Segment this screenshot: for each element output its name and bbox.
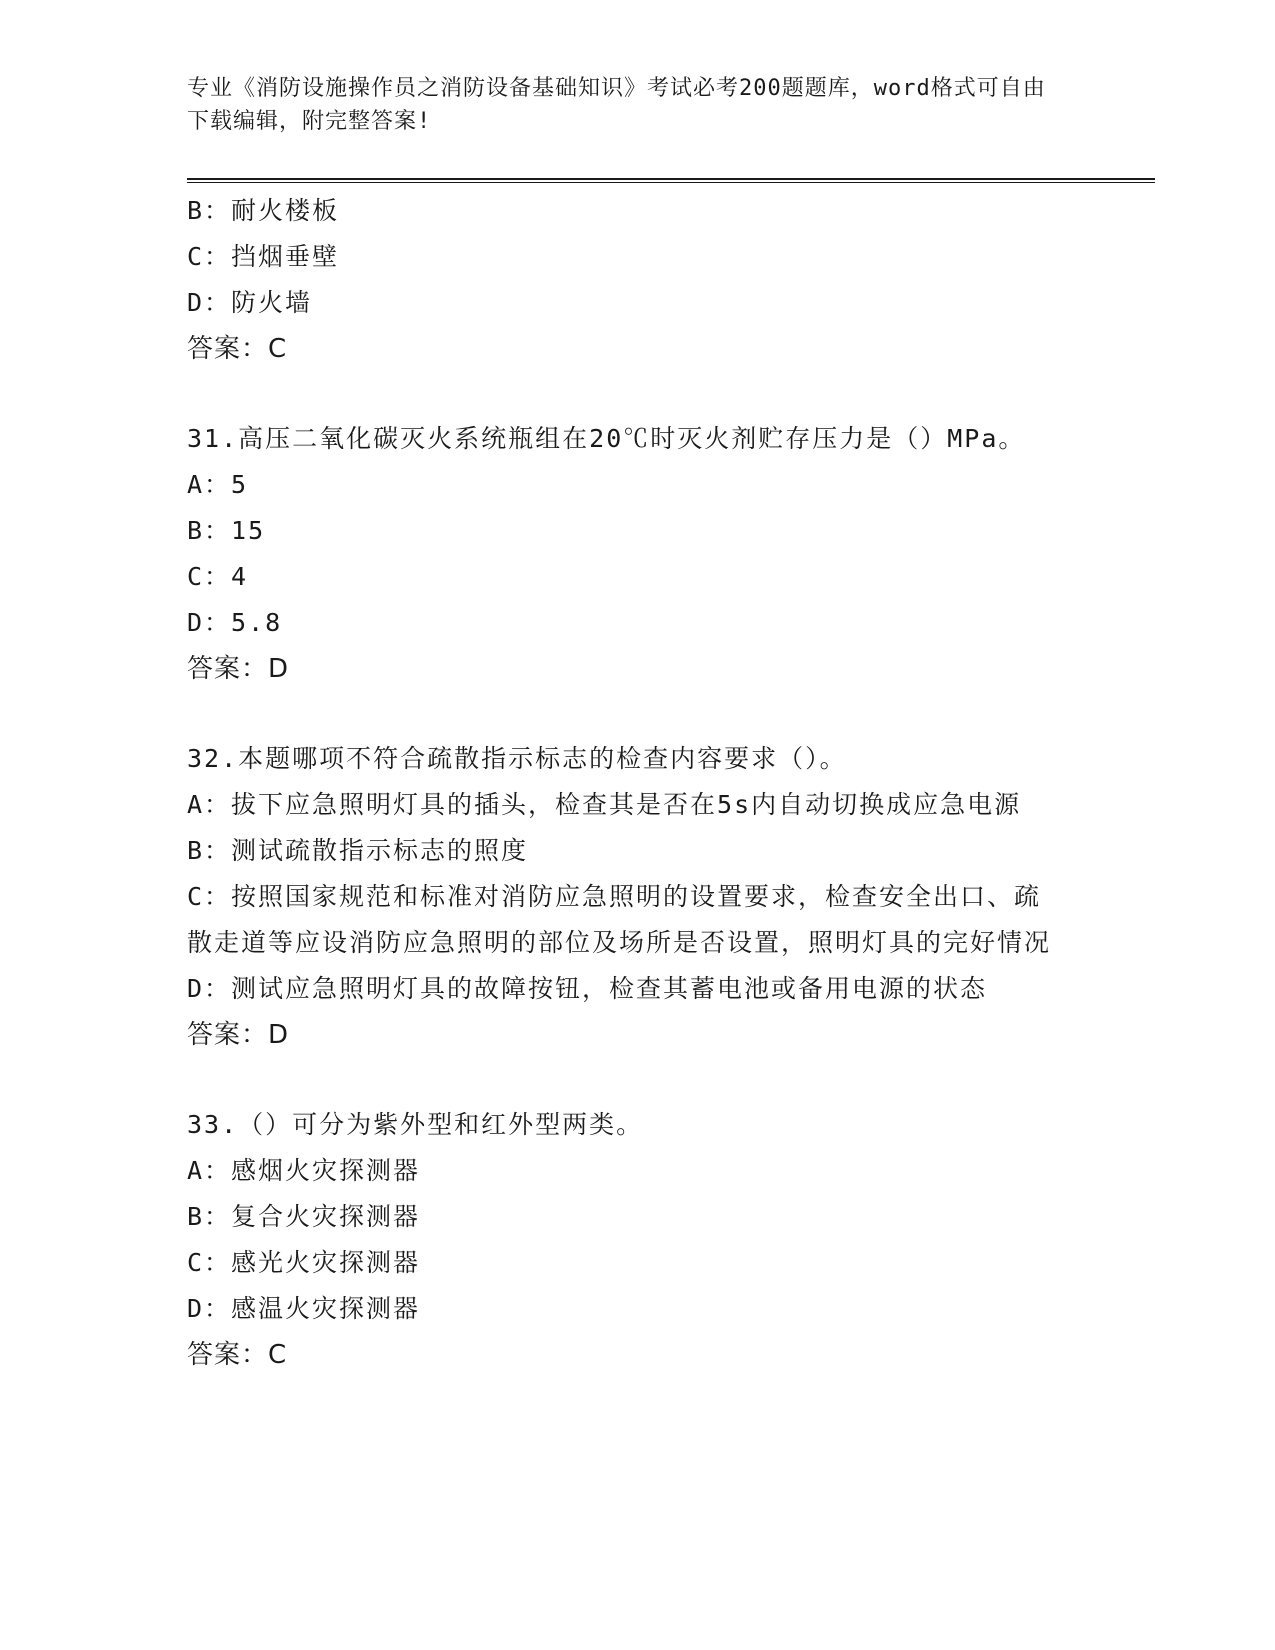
answer-line: 答案：D bbox=[187, 1020, 290, 1050]
answer-line: 答案：D bbox=[187, 654, 290, 684]
header-divider bbox=[187, 178, 1155, 183]
question-32 bbox=[187, 736, 1067, 1058]
option-c: C：感光火灾探测器 bbox=[187, 1248, 421, 1277]
question-stem: 31.高压二氧化碳灭火系统瓶组在20℃时灭火剂贮存压力是（）MPa。 bbox=[187, 424, 1026, 453]
question-stem: 33.（）可分为紫外型和红外型两类。 bbox=[187, 1110, 644, 1139]
option-d: D：测试应急照明灯具的故障按钮，检查其蓄电池或备用电源的状态 bbox=[187, 974, 988, 1003]
option-b: B：测试疏散指示标志的照度 bbox=[187, 836, 529, 865]
previous-question-tail bbox=[187, 188, 1067, 372]
option-b: B：复合火灾探测器 bbox=[187, 1202, 421, 1231]
option-a: A：感烟火灾探测器 bbox=[187, 1156, 421, 1185]
option-b: B：15 bbox=[187, 516, 266, 545]
question-content bbox=[187, 188, 1067, 1378]
option-a: A：拔下应急照明灯具的插头，检查其是否在5s内自动切换成应急电源 bbox=[187, 790, 1022, 819]
option-a: A：5 bbox=[187, 470, 249, 499]
option-c: C：挡烟垂壁 bbox=[187, 242, 340, 271]
option-c: C：按照国家规范和标准对消防应急照明的设置要求，检查安全出口、疏散走道等应设消防应急照明的部位及场所是否设置，照明灯具的完好情况 bbox=[187, 882, 1052, 957]
option-c: C：4 bbox=[187, 562, 249, 591]
question-33 bbox=[187, 1102, 1067, 1378]
question-31 bbox=[187, 416, 1067, 692]
answer-line: 答案：C bbox=[187, 1340, 288, 1370]
question-stem: 32.本题哪项不符合疏散指示标志的检查内容要求（）。 bbox=[187, 744, 847, 773]
option-d: D：防火墙 bbox=[187, 288, 313, 317]
option-d: D：感温火灾探测器 bbox=[187, 1294, 421, 1323]
document-header: 专业《消防设施操作员之消防设备基础知识》考试必考200题题库，word格式可自由下载编辑，附完整答案! bbox=[187, 76, 1046, 134]
option-b: B：耐火楼板 bbox=[187, 196, 340, 225]
answer-line: 答案：C bbox=[187, 334, 288, 364]
option-d: D：5.8 bbox=[187, 608, 283, 637]
